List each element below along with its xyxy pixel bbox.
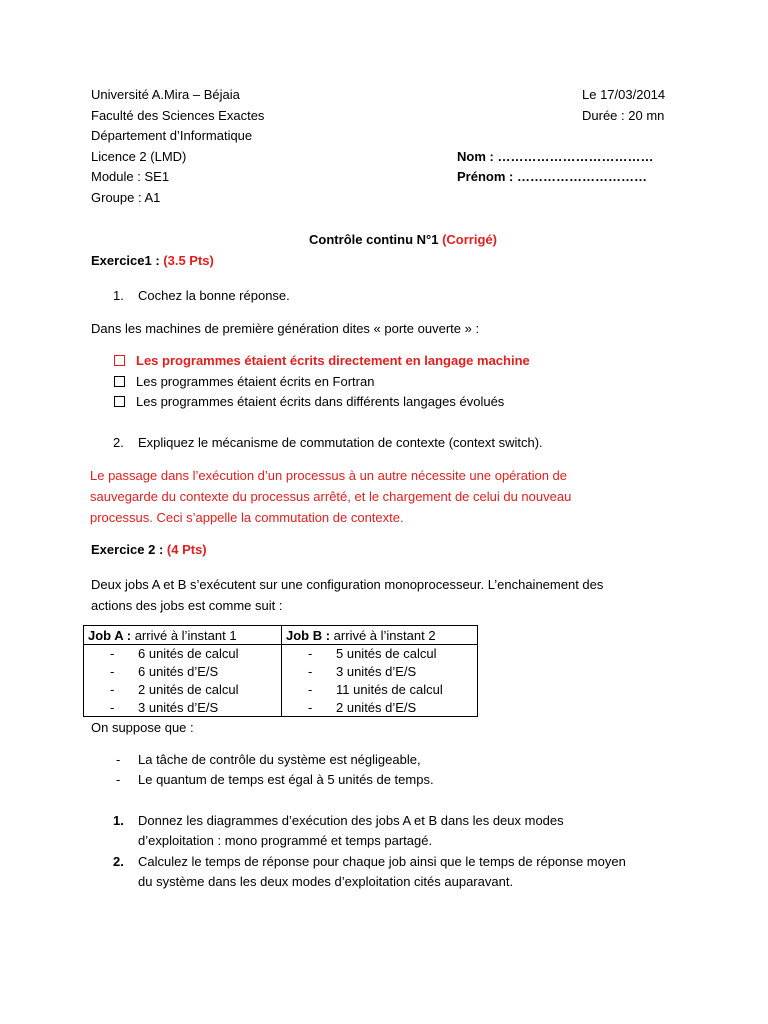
title-corrige: (Corrigé) xyxy=(442,232,497,247)
exercise1-label: Exercice1 : xyxy=(91,252,160,268)
suppose-label: On suppose que : xyxy=(91,720,194,736)
option-langages-evolues xyxy=(91,392,691,413)
dash: - xyxy=(308,646,313,662)
action-text: 3 unités d’E/S xyxy=(138,699,219,715)
list-item xyxy=(88,663,277,681)
option-fortran xyxy=(91,372,691,393)
option-correct xyxy=(91,351,691,372)
answer-line: processus. Ceci s’appelle la commutation de contexte. xyxy=(90,510,404,525)
group-label: Groupe : A1 xyxy=(91,189,161,205)
question-line: du système dans les deux modes d’exploitation cités auparavant. xyxy=(138,874,514,890)
table-header-row xyxy=(84,625,478,645)
exam-date: Le 17/03/2014 xyxy=(582,87,666,102)
dash: - xyxy=(308,664,313,680)
exercise2-heading xyxy=(91,540,691,561)
ex1-q1-number: 1. xyxy=(113,288,124,303)
answer-line: Le passage dans l’exécution d’un processus à un autre nécessite une opération de xyxy=(90,468,567,483)
exercise1-points: (3.5 Pts) xyxy=(163,252,214,268)
exercise2-label: Exercice 2 : xyxy=(91,542,164,557)
ex1-intro: Dans les machines de première génération dites « porte ouverte » : xyxy=(91,320,480,336)
jobA-header xyxy=(84,625,282,645)
question-line: Calculez le temps de réponse pour chaque job ainsi que le temps de réponse moyen xyxy=(138,853,626,869)
action-text: 2 unités de calcul xyxy=(138,681,239,697)
assumption-text: Le quantum de temps est égal à 5 unités de temps. xyxy=(138,772,434,788)
list-item xyxy=(91,770,691,791)
jobA-arrival: arrivé à l’instant 1 xyxy=(131,627,237,643)
level-label: Licence 2 (LMD) xyxy=(91,148,187,164)
action-text: 5 unités de calcul xyxy=(336,646,437,662)
action-text: 11 unités de calcul xyxy=(336,681,443,697)
dash: - xyxy=(110,664,115,680)
intro-line: Deux jobs A et B s’exécutent sur une configuration monoprocesseur. L’enchainement des xyxy=(91,576,604,592)
ex2-intro xyxy=(91,574,691,616)
exam-duration: Durée : 20 mn xyxy=(582,107,665,123)
question-line: Donnez les diagrammes d’exécution des jobs A et B dans les deux modes xyxy=(138,812,564,828)
dash: - xyxy=(116,772,121,788)
dash: - xyxy=(110,699,115,715)
action-text: 6 unités de calcul xyxy=(138,646,239,662)
dash: - xyxy=(110,681,115,697)
action-text: 6 unités d’E/S xyxy=(138,664,219,680)
jobA-actions xyxy=(84,645,282,717)
dash: - xyxy=(116,751,121,767)
module-label: Module : SE1 xyxy=(91,169,170,184)
list-item xyxy=(286,681,473,699)
exercise2-points: (4 Pts) xyxy=(166,542,207,557)
option-label: Les programmes étaient écrits directement en langage machine xyxy=(136,353,530,368)
jobB-title: Job B : xyxy=(286,627,331,643)
exam-title xyxy=(91,230,691,251)
list-item xyxy=(88,645,277,663)
option-label: Les programmes étaient écrits en Fortran xyxy=(136,373,375,389)
ex2-question1 xyxy=(91,811,691,852)
jobB-header xyxy=(282,625,478,645)
checkbox-icon[interactable] xyxy=(114,376,125,387)
checkbox-icon[interactable] xyxy=(114,355,125,366)
action-text: 2 unités d’E/S xyxy=(336,699,417,715)
ex1-question2 xyxy=(91,433,691,454)
ex1-q2-number: 2. xyxy=(113,434,124,450)
ex1-q2-text: Expliquez le mécanisme de commutation de contexte (context switch). xyxy=(138,434,543,450)
ex1-answer xyxy=(90,465,691,528)
ex1-q1-text: Cochez la bonne réponse. xyxy=(138,288,290,303)
exercise1-heading xyxy=(91,251,691,272)
assumptions-list xyxy=(91,750,691,791)
dash: - xyxy=(110,646,115,662)
list-item xyxy=(286,663,473,681)
jobB-arrival: arrivé à l’instant 2 xyxy=(330,627,436,643)
ex1-question1 xyxy=(91,286,691,307)
action-text: 3 unités d’E/S xyxy=(336,664,417,680)
dash: - xyxy=(308,681,313,697)
checkbox-icon[interactable] xyxy=(114,396,125,407)
list-item xyxy=(88,681,277,699)
list-item xyxy=(286,699,473,717)
intro-line: actions des jobs est comme suit : xyxy=(91,597,283,613)
faculty-name: Faculté des Sciences Exactes xyxy=(91,107,265,123)
department-name: Département d’Informatique xyxy=(91,128,253,143)
question-number: 2. xyxy=(113,853,124,869)
prenom-field: Prénom : ………………………… xyxy=(457,169,647,184)
jobA-title: Job A : xyxy=(88,627,132,643)
question-line: d’exploitation : mono programmé et temps partagé. xyxy=(138,833,433,849)
question-number: 1. xyxy=(113,812,124,828)
list-item xyxy=(286,645,473,663)
list-item xyxy=(88,699,277,717)
answer-line: sauvegarde du contexte du processus arrêté, et le chargement de celui du nouveau xyxy=(90,489,572,504)
exam-page xyxy=(88,85,691,893)
table-body-row xyxy=(84,645,478,717)
university-name: Université A.Mira – Béjaia xyxy=(91,87,240,102)
nom-field: Nom : ……………………………… xyxy=(457,148,654,164)
option-label: Les programmes étaient écrits dans différents langages évolués xyxy=(136,394,505,409)
jobB-actions xyxy=(282,645,478,717)
dash: - xyxy=(308,699,313,715)
ex2-question2 xyxy=(91,852,691,893)
assumption-text: La tâche de contrôle du système est négligeable, xyxy=(138,751,421,767)
ex1-options xyxy=(91,351,691,413)
list-item xyxy=(91,750,691,771)
title-main: Contrôle continu N°1 xyxy=(309,232,439,247)
jobs-table xyxy=(83,625,478,718)
header xyxy=(91,85,691,208)
ex2-questions xyxy=(91,811,691,893)
